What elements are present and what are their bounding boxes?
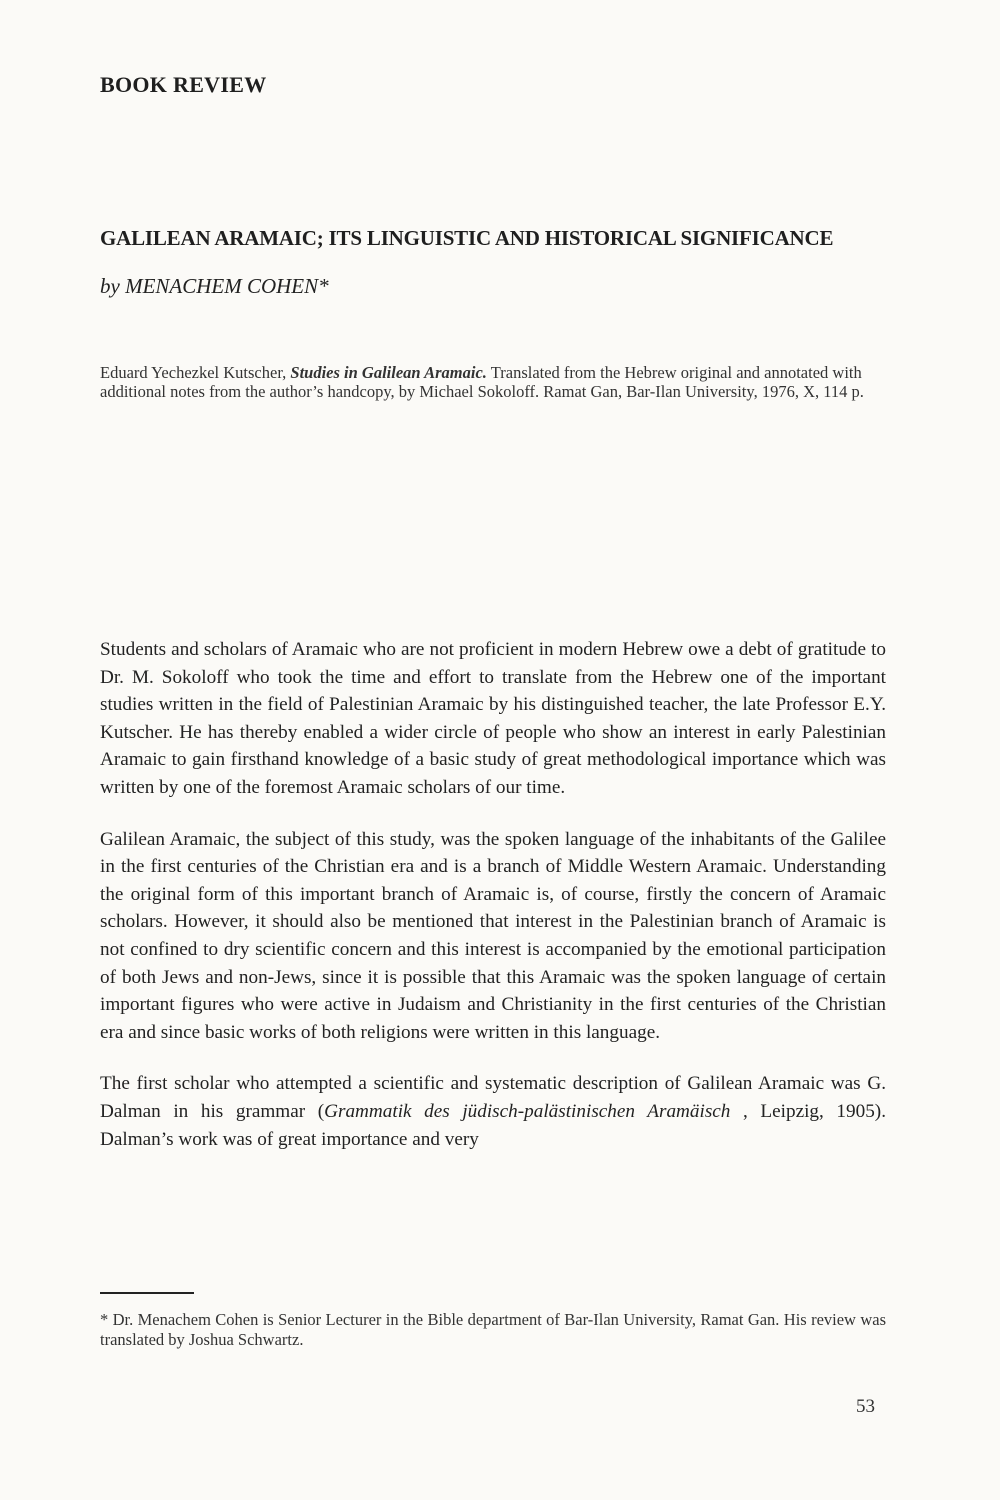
- book-citation: [100, 363, 890, 401]
- article-title: GALILEAN ARAMAIC; ITS LINGUISTIC AND HISTORICAL SIGNIFICANCE: [100, 226, 834, 250]
- citation-author: Eduard Yechezkel Kutscher,: [100, 363, 291, 382]
- paragraph-3-start: The first scholar who attempted a scientific and systematic description of Galilean Aramaic was G. Dalman in his grammar (: [100, 1073, 886, 1122]
- body-paragraph-1: Students and scholars of Aramaic who are not proficient in modern Hebrew owe a debt of gratitude to Dr. M. Sokoloff who took the time and effort to translate from the Hebrew one of the important studies written in the field of Palestinian Aramaic by his distinguished teacher, the late Professor E.Y. Kutscher. He has thereby enabled a wider circle of people who show an interest in early Palestinian Aramaic to gain firsthand knowledge of a basic study of great methodological importance which was written by one of the foremost Aramaic scholars of our time.: [100, 639, 886, 798]
- citation-book-title: Studies in Galilean Aramaic.: [290, 363, 487, 382]
- citation-details: Translated from the Hebrew original and annotated with additional notes from the author’s handcopy, by Michael Sokoloff. Ramat Gan, Bar-Ilan University, 1976, X, 114 p.: [100, 363, 864, 401]
- paragraph-3-end: , Leipzig, 1905). Dalman’s work was of great importance and very: [100, 1100, 886, 1150]
- body-paragraph-2: Galilean Aramaic, the subject of this study, was the spoken language of the inhabitants of the Galilee in the first centuries of the Christian era and is a branch of Middle Western Aramaic. Understanding the original form of this important branch of Aramaic is, of course, firstly the concern of Aramaic scholars. However, it should also be mentioned that interest in the Palestinian branch of Aramaic is not confined to dry scientific concern and this interest is accompanied by the emotional participation of both Jews and non-Jews, since it is possible that this Aramaic was the spoken language of certain important figures who were active in Judaism and Christianity in the first centuries of the Christian era and since basic works of both religions were written in this language.: [100, 828, 886, 1043]
- section-label: BOOK REVIEW: [100, 72, 267, 97]
- review-body: [100, 636, 886, 1177]
- body-paragraph-3: [100, 1070, 886, 1153]
- paragraph-3-italic-title: Grammatik des jüdisch-palästinischen Aramäisch: [324, 1100, 731, 1122]
- article-byline: by MENACHEM COHEN*: [100, 274, 329, 298]
- page-number: 53: [856, 1396, 875, 1417]
- author-footnote: * Dr. Menachem Cohen is Senior Lecturer in the Bible department of Bar-Ilan University, Ramat Gan. His review was translated by Joshua Schwartz.: [100, 1310, 886, 1349]
- footnote-divider: [100, 1292, 194, 1294]
